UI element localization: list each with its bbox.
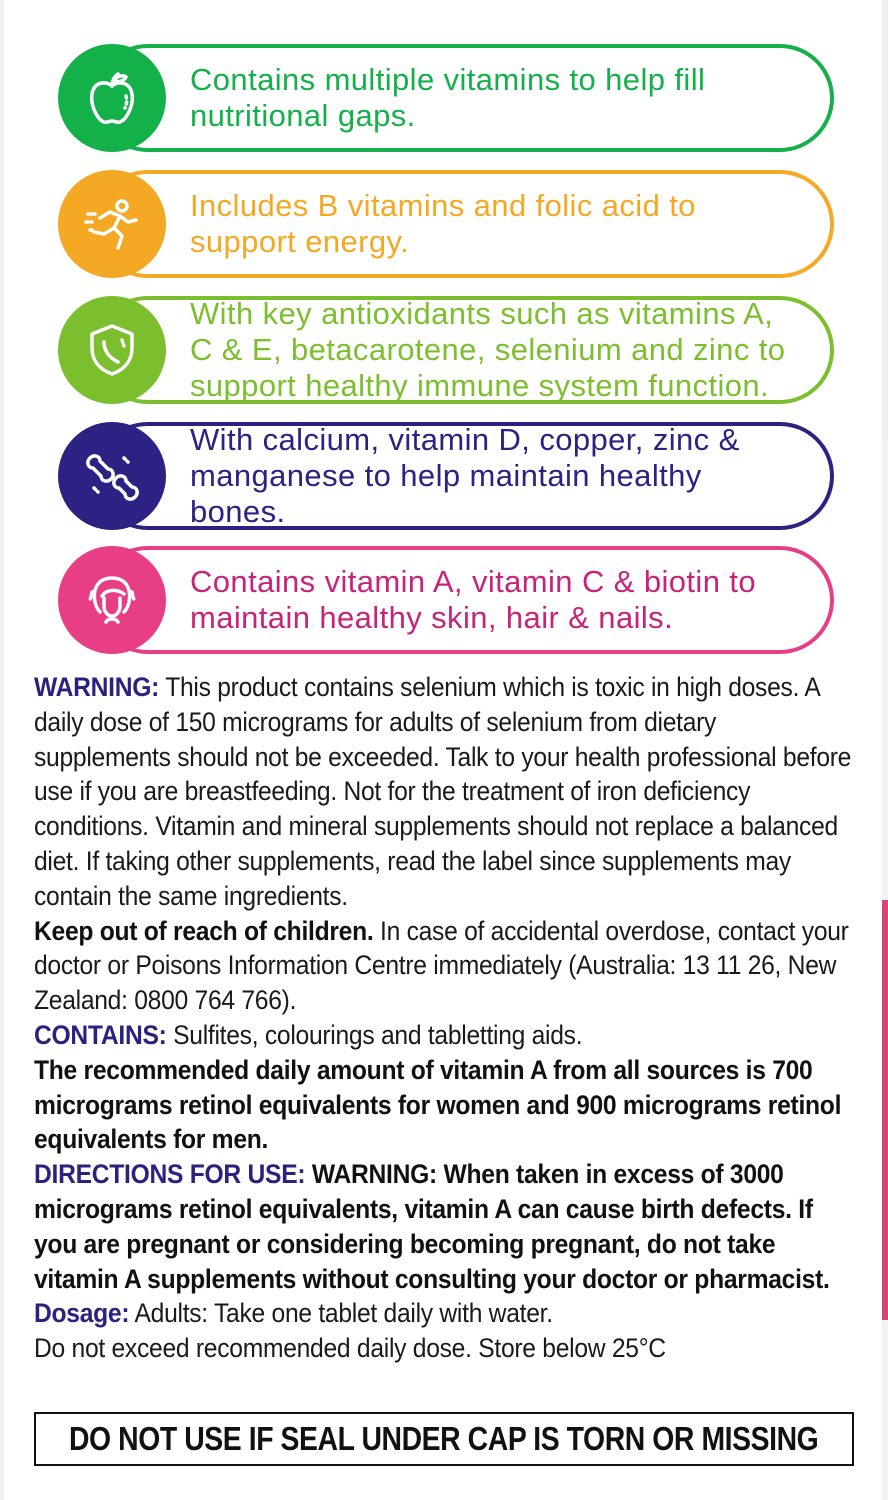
contains-label: CONTAINS: — [34, 1019, 167, 1050]
keep-out-paragraph — [34, 914, 856, 1018]
warning-label: WARNING: — [34, 672, 160, 702]
contains-text: Sulfites, colourings and tabletting aids. — [166, 1019, 583, 1050]
benefit-text: Contains multiple vitamins to help fill nutritional gaps. — [190, 62, 706, 133]
apple-icon — [58, 44, 166, 152]
warning-paragraph — [34, 670, 856, 914]
edge-strip-pink — [882, 900, 888, 1320]
benefit-text: Contains vitamin A, vitamin C & biotin to maintain healthy skin, hair & nails. — [190, 564, 757, 635]
seal-notice-box — [34, 1412, 854, 1466]
benefit-multivitamin — [58, 44, 834, 152]
benefit-immune — [58, 296, 834, 404]
keep-out-text: In case of accidental overdose, contact your doctor or Poisons Information Centre immediately (Australia: 13 11 26, New Zealand: 0800 764 766). — [34, 915, 849, 1016]
store-paragraph: Do not exceed recommended daily dose. Store below 25°C — [34, 1333, 666, 1364]
benefit-bones — [58, 422, 834, 530]
dosage-label: Dosage: — [34, 1298, 130, 1329]
directions-text: WARNING: When taken in excess of 3000 micrograms retinol equivalents, vitamin A can cause birth defects. If you are pregnant or considering becoming pregnant, do not take vitamin A supplements without consulting your doctor or pharmacist. — [34, 1159, 830, 1294]
runner-icon — [58, 170, 166, 278]
shield-icon — [58, 296, 166, 404]
dosage-paragraph — [34, 1296, 856, 1331]
vitamin-a-paragraph: The recommended daily amount of vitamin A from all sources is 700 micrograms retinol equivalents for women and 900 micrograms retinol equivalents for men. — [34, 1054, 842, 1155]
directions-paragraph — [34, 1157, 856, 1296]
benefit-text: With calcium, vitamin D, copper, zinc & manganese to help maintain healthy bones. — [190, 422, 740, 529]
seal-notice-text: DO NOT USE IF SEAL UNDER CAP IS TORN OR MISSING — [69, 1420, 819, 1457]
edge-strip — [882, 0, 888, 440]
benefit-text: With key antioxidants such as vitamins A, C & E, betacarotene, selenium and zinc to support healthy immune system function. — [190, 296, 786, 403]
legal-text-block — [34, 670, 856, 1366]
woman-face-icon — [58, 546, 166, 654]
dosage-text: Adults: Take one tablet daily with water. — [129, 1298, 553, 1329]
bone-joint-icon — [58, 422, 166, 530]
benefit-skin-hair-nails — [58, 546, 834, 654]
warning-text: This product contains selenium which is toxic in high doses. A daily dose of 150 micrograms for adults of selenium from dietary supplements should not be exceeded. Talk to your health professional before use if you are breastfeeding. Not for the treatment of iron deficiency conditions. Vitamin and mineral supplements should not replace a balanced diet. If taking other supplements, read the label since supplements may contain the same ingredients. — [34, 672, 852, 911]
directions-label: DIRECTIONS FOR USE: — [34, 1159, 306, 1190]
benefit-text: Includes B vitamins and folic acid to support energy. — [190, 188, 696, 259]
contains-paragraph — [34, 1018, 856, 1053]
keep-out-label: Keep out of reach of children. — [34, 915, 374, 946]
benefit-energy — [58, 170, 834, 278]
